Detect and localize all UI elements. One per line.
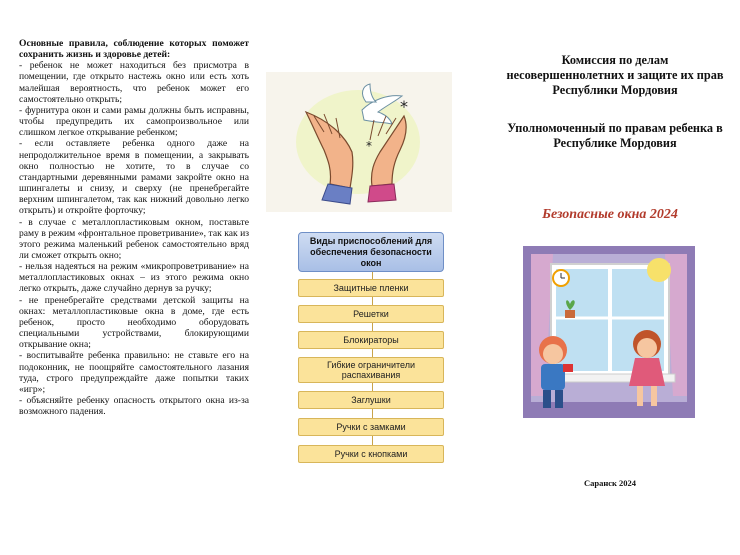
rule-paragraph: - если оставляете ребенка одного даже на непродолжительное время в помещении, а закрывать окно полностью не хотите, то в случае со стандартными деревянными рамами закройте окно на шпингалеты и снизу, и сверху (не пренебрегайте верхним шпингалетом, так как нижний довольно легко открыть) и откройте форточку; bbox=[19, 138, 249, 217]
diagram-item: Блокираторы bbox=[298, 331, 444, 349]
diagram-item: Ручки с кнопками bbox=[298, 445, 444, 463]
dove-hands-illustration bbox=[266, 72, 452, 212]
window-children-illustration bbox=[523, 246, 695, 418]
org-ombudsman: Уполномоченный по правам ребенка в Республике Мордовия bbox=[507, 121, 723, 150]
rule-paragraph: - не пренебрегайте средствами детской защиты на окнах: металлопластиковые окна в доме, где есть ребенок, просто необходимо оборудовать специальными устройствами, блокирующими открывание окна; bbox=[19, 294, 249, 351]
safety-rules-column bbox=[19, 38, 249, 417]
rules-lead: Основные правила, соблюдение которых поможет сохранить жизнь и здоровье детей: bbox=[19, 38, 249, 61]
rule-paragraph: - объясняйте ребенку опасность открытого окна из-за возможного падения. bbox=[19, 395, 249, 418]
diagram-item: Решетки bbox=[298, 305, 444, 323]
org-commission: Комиссия по делам несовершеннолетних и защите их прав Республики Мордовия bbox=[506, 53, 724, 97]
rule-paragraph: - воспитывайте ребенка правильно: не ставьте его на подоконник, не поощряйте самостоятельного лазания туда, строго предупреждайте даже попытки таких «игр»; bbox=[19, 350, 249, 395]
brochure-title: Безопасные окна 2024 bbox=[542, 207, 678, 222]
rule-paragraph: - нельзя надеяться на режим «микропроветривание» на металлопластиковых окнах – из этого режима окно легко открыть, даже случайно дернув за ручку; bbox=[19, 261, 249, 295]
rule-paragraph: - в случае с металлопластиковым окном, поставьте раму в режим «фронтальное проветривание», так как из этого режима маленький ребенок самостоятельно вряд ли сможет открыть окно; bbox=[19, 216, 249, 261]
rule-paragraph: - фурнитура окон и сами рамы должны быть исправны, чтобы предупредить их самопроизвольное или слишком легкое открывание ребенком; bbox=[19, 104, 249, 139]
diagram-item: Защитные пленки bbox=[298, 279, 444, 297]
place-and-year: Саранск 2024 bbox=[583, 478, 637, 488]
rule-paragraph: - ребенок не может находиться без присмотра в помещении, где открыто настежь окно или есть хоть малейшая вероятность, что ребенок может его самостоятельно открыть; bbox=[19, 60, 249, 105]
diagram-item: Ручки с замками bbox=[298, 418, 444, 436]
svg-text:*: * bbox=[366, 139, 372, 153]
diagram-item: Заглушки bbox=[298, 391, 444, 409]
diagram-item: Гибкие ограничители распахивания bbox=[298, 357, 444, 383]
diagram-title: Виды приспособлений для обеспечения безопасности окон bbox=[298, 232, 444, 272]
svg-text:*: * bbox=[400, 97, 408, 116]
